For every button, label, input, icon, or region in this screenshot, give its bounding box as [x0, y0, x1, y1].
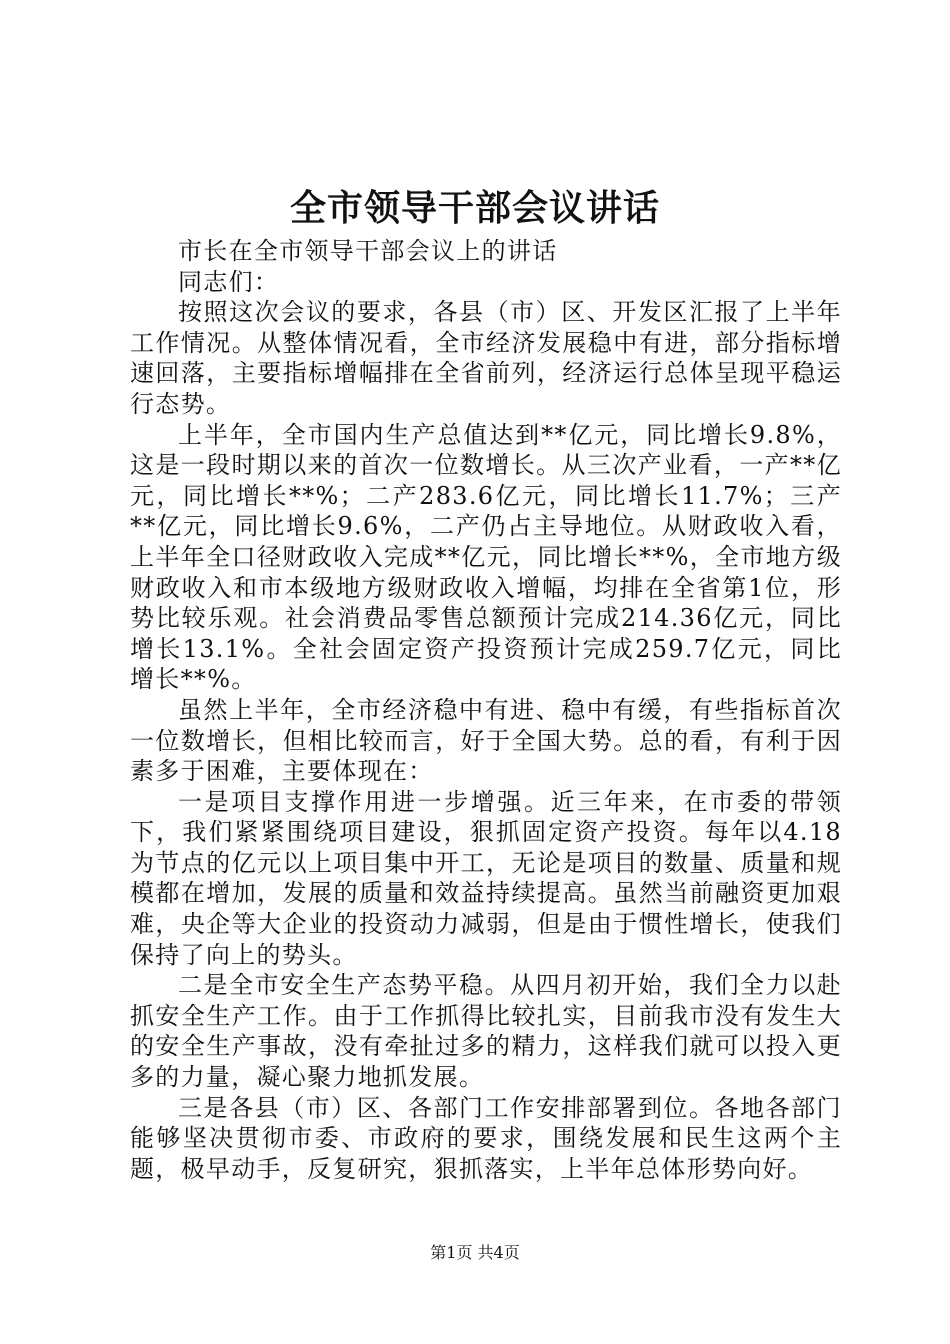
paragraph-point-two: 二是全市安全生产态势平稳。从四月初开始，我们全力以赴抓安全生产工作。由于工作抓得比较扎实，目前我市没有发生大的安全生产事故，没有牵扯过多的精力，这样我们就可以投入更多的力量，凝心聚力地抓发展。 [130, 971, 842, 1092]
paragraph-economy-data: 上半年，全市国内生产总值达到**亿元，同比增长9.8%，这是一段时期以来的首次一位数增长。从三次产业看，一产**亿元，同比增长**%；二产283.6亿元，同比增长11.7%；三产**亿元，同比增长9.6%，二产仍占主导地位。从财政收入看，上半年全口径财政收入完成**亿元，同比增长**%，全市地方级财政收入和市本级地方级财政收入增幅，均排在全省第1位，形势比较乐观。社会消费品零售总额预计完成214.36亿元，同比增长13.1%。全社会固定资产投资预计完成259.7亿元，同比增长**%。 [130, 420, 842, 694]
paragraph-intro: 按照这次会议的要求，各县（市）区、开发区汇报了上半年工作情况。从整体情况看，全市经济发展稳中有进，部分指标增速回落，主要指标增幅排在全省前列，经济运行总体呈现平稳运行态势。 [130, 298, 842, 418]
document-body [130, 236, 842, 1184]
paragraph-overview: 虽然上半年，全市经济稳中有进、稳中有缓，有些指标首次一位数增长，但相比较而言，好于全国大势。总的看，有利于因素多于困难，主要体现在： [130, 695, 842, 786]
paragraph-point-three: 三是各县（市）区、各部门工作安排部署到位。各地各部门能够坚决贯彻市委、市政府的要求，围绕发展和民生这两个主题，极早动手，反复研究，狠抓落实，上半年总体形势向好。 [130, 1093, 842, 1183]
speech-subtitle: 市长在全市领导干部会议上的讲话 [178, 237, 558, 265]
document-title: 全市领导干部会议讲话 [289, 187, 660, 229]
salutation: 同志们： [178, 267, 280, 296]
paragraph-point-one: 一是项目支撑作用进一步增强。近三年来，在市委的带领下，我们紧紧围绕项目建设，狠抓固定资产投资。每年以4.18为节点的亿元以上项目集中开工，无论是项目的数量、质量和规模都在增加，发展的质量和效益持续提高。虽然当前融资更加艰难，央企等大企业的投资动力减弱，但是由于惯性增长，使我们保持了向上的势头。 [130, 787, 842, 969]
page-number-footer: 第1页 共4页 [430, 1243, 520, 1262]
